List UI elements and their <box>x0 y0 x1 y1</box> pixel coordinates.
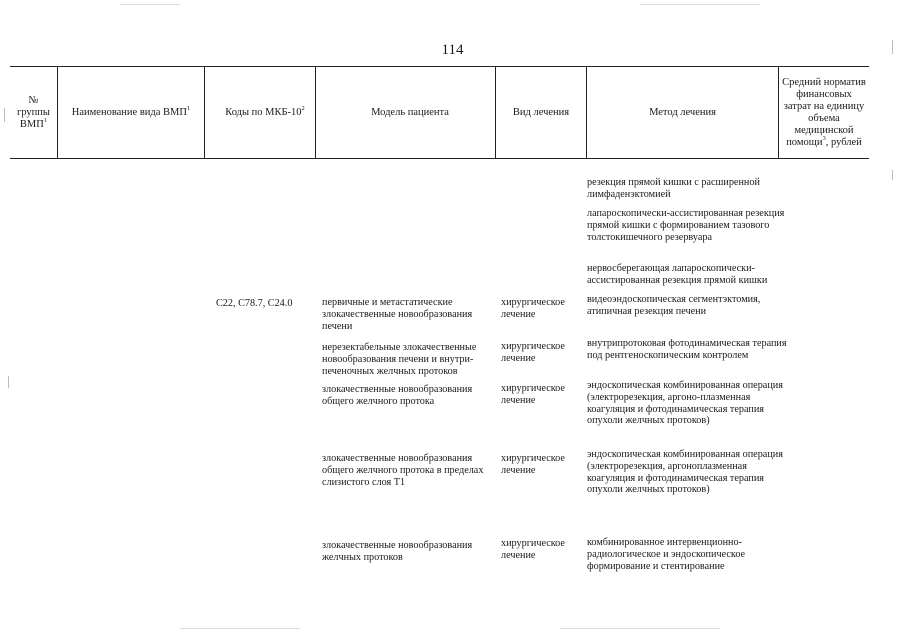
table-header <box>10 66 869 159</box>
header-cost-norm: Средний норматив финансовых затрат на единицу объема медицинской помощи$^3$, рублей <box>778 67 869 158</box>
method-cell: эндоскопическая комбинированная операция (электрорезекция, аргоно-плазменная коагуляция и фотодинамическая терапия опухоли желчных протоков) <box>587 380 783 427</box>
scan-mark <box>180 628 300 629</box>
method-cell: эндоскопическая комбинированная операция (электрорезекция, аргоноплазменная коагуляция и фотодинамическая терапия опухоли желчных протоков) <box>587 449 783 496</box>
scan-mark <box>560 628 720 629</box>
scan-mark <box>892 170 893 180</box>
header-vmp-name: Наименование вида ВМП$^1$ <box>57 67 204 158</box>
header-vmp-name-label: Наименование вида ВМП <box>71 106 187 118</box>
treatment-type-cell: хирургическое лечение <box>501 538 565 561</box>
patient-model-cell: злокачественные новообразования общего желчного протока <box>322 384 473 407</box>
header-treatment-type: Вид лечения <box>495 67 586 158</box>
patient-model-cell: нерезектабельные злокачественные новообразования печени и внутри-печеночных желчных протоков <box>322 342 477 377</box>
treatment-type-cell: хирургическое лечение <box>501 383 565 406</box>
method-cell: внутрипротоковая фотодинамическая терапия под рентгеноскопическим контролем <box>587 338 787 361</box>
treatment-type-cell: хирургическое лечение <box>501 453 565 476</box>
patient-model-cell: злокачественные новообразования общего желчного протока в пределах слизистого слоя Т1 <box>322 453 484 488</box>
header-icd-codes-label: Коды по МКБ-10 <box>225 106 302 118</box>
method-cell: видеоэндоскопическая сегментэктомия, атипичная резекция печени <box>587 294 761 317</box>
treatment-type-cell: хирургическое лечение <box>501 341 565 364</box>
method-cell: комбинированное интервенционно-радиологическое и эндоскопическое формирование и стентирование <box>587 537 746 572</box>
header-group-label: № группы ВМП <box>17 94 50 130</box>
header-cost-norm-label: Средний норматив финансовых затрат на единицу объема медицинской помощи <box>782 76 866 148</box>
patient-model-cell: первичные и метастатические злокачественные новообразования печени <box>322 297 473 332</box>
header-patient-model: Модель пациента <box>315 67 504 158</box>
header-group-number: № группы ВМП$^1$ <box>17 94 50 130</box>
method-cell: лапароскопически-ассистированная резекция прямой кишки с формированием тазового толстокишечного резервуара <box>587 208 785 243</box>
header-treatment-method: Метод лечения <box>586 67 778 158</box>
icd-codes-cell: C22, C78.7, C24.0 <box>216 298 293 309</box>
page-number: 114 <box>441 42 464 58</box>
scan-mark <box>8 376 9 388</box>
scan-mark <box>120 4 180 5</box>
scan-mark <box>4 108 5 122</box>
method-cell: нервосберегающая лапароскопически-ассистированная резекция прямой кишки <box>587 263 768 286</box>
header-icd-codes: Коды по МКБ-$10^2$ <box>204 67 325 158</box>
method-cell: резекция прямой кишки с расширенной лимфаденэктомией <box>587 177 760 200</box>
patient-model-cell: злокачественные новообразования желчных протоков <box>322 540 473 563</box>
scan-mark <box>640 4 760 5</box>
treatment-type-cell: хирургическое лечение <box>501 297 565 320</box>
